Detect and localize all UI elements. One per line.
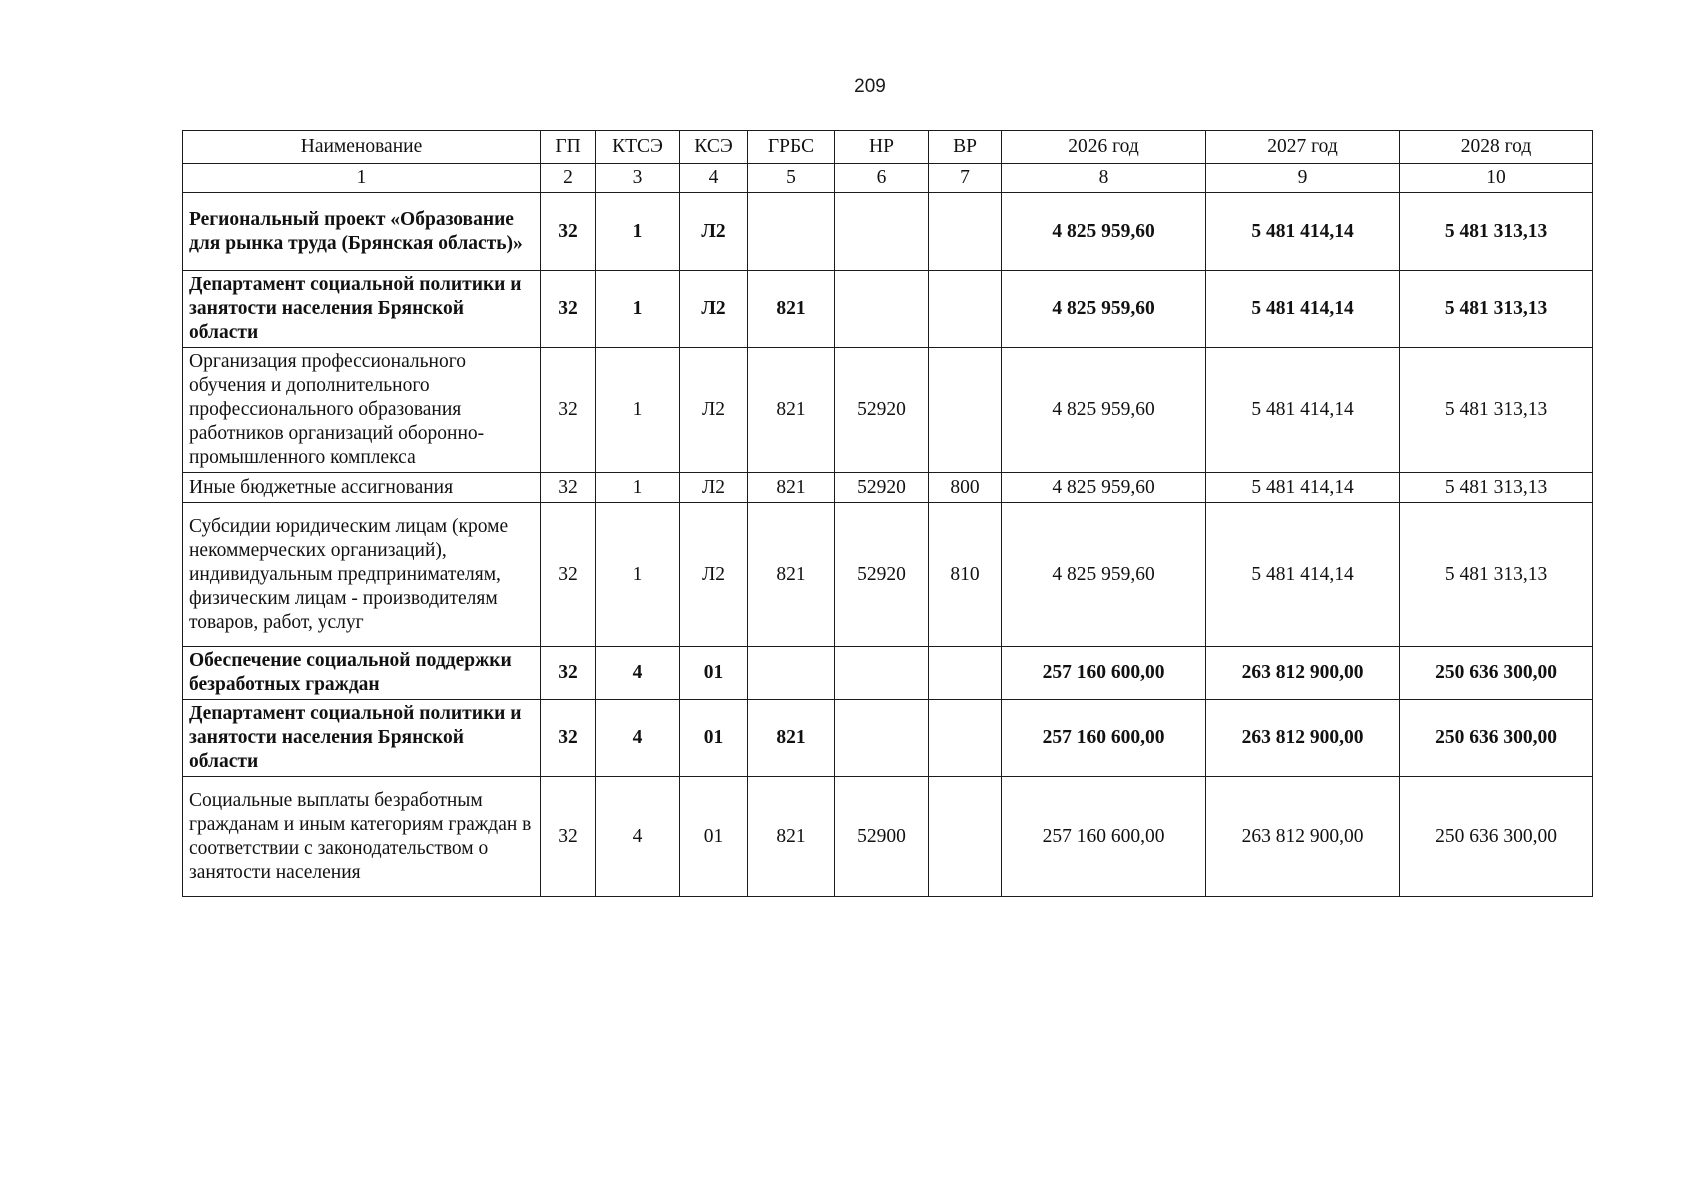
cell-name: Иные бюджетные ассигнования (183, 473, 541, 503)
table-body (183, 193, 1593, 897)
cell-ktse: 4 (596, 700, 680, 777)
cell-gp: 32 (541, 647, 596, 700)
page-number: 209 (854, 76, 886, 97)
header-gp: ГП (541, 131, 596, 164)
cell-grbs: 821 (748, 503, 835, 647)
cell-kse: Л2 (680, 348, 748, 473)
cell-nr (835, 271, 929, 348)
cell-vr (929, 193, 1002, 271)
table-row (183, 647, 1593, 700)
cell-amount-2028: 5 481 313,13 (1400, 473, 1593, 503)
cell-gp: 32 (541, 473, 596, 503)
table-row (183, 271, 1593, 348)
cell-name: Департамент социальной политики и занятости населения Брянской области (183, 700, 541, 777)
cell-vr (929, 271, 1002, 348)
column-number: 6 (835, 164, 929, 193)
cell-kse: Л2 (680, 271, 748, 348)
cell-amount-2026: 4 825 959,60 (1002, 503, 1206, 647)
header-kse: КСЭ (680, 131, 748, 164)
cell-amount-2028: 250 636 300,00 (1400, 700, 1593, 777)
cell-vr (929, 348, 1002, 473)
cell-name: Региональный проект «Образование для рынка труда (Брянская область)» (183, 193, 541, 271)
cell-vr: 800 (929, 473, 1002, 503)
cell-amount-2026: 257 160 600,00 (1002, 700, 1206, 777)
cell-nr (835, 700, 929, 777)
cell-gp: 32 (541, 348, 596, 473)
cell-amount-2027: 263 812 900,00 (1206, 700, 1400, 777)
cell-kse: Л2 (680, 193, 748, 271)
cell-amount-2026: 4 825 959,60 (1002, 271, 1206, 348)
cell-amount-2028: 5 481 313,13 (1400, 271, 1593, 348)
cell-kse: 01 (680, 700, 748, 777)
table-row (183, 503, 1593, 647)
cell-grbs: 821 (748, 473, 835, 503)
cell-nr (835, 193, 929, 271)
cell-amount-2026: 4 825 959,60 (1002, 473, 1206, 503)
cell-amount-2028: 5 481 313,13 (1400, 348, 1593, 473)
cell-grbs: 821 (748, 700, 835, 777)
cell-kse: 01 (680, 647, 748, 700)
header-name: Наименование (183, 131, 541, 164)
column-number: 4 (680, 164, 748, 193)
cell-amount-2026: 4 825 959,60 (1002, 193, 1206, 271)
cell-amount-2028: 5 481 313,13 (1400, 503, 1593, 647)
cell-amount-2027: 263 812 900,00 (1206, 647, 1400, 700)
header-ktse: КТСЭ (596, 131, 680, 164)
cell-amount-2027: 5 481 414,14 (1206, 348, 1400, 473)
cell-name: Социальные выплаты безработным гражданам и иным категориям граждан в соответствии с законодательством о занятости населения (183, 777, 541, 897)
cell-name: Организация профессионального обучения и дополнительного профессионального образования работников организаций оборонно-промышленного комплекса (183, 348, 541, 473)
table-row (183, 193, 1593, 271)
cell-gp: 32 (541, 503, 596, 647)
header-2028: 2028 год (1400, 131, 1593, 164)
table-row (183, 348, 1593, 473)
cell-gp: 32 (541, 271, 596, 348)
column-number: 3 (596, 164, 680, 193)
cell-ktse: 4 (596, 647, 680, 700)
cell-name: Департамент социальной политики и занятости населения Брянской области (183, 271, 541, 348)
cell-gp: 32 (541, 777, 596, 897)
column-number: 2 (541, 164, 596, 193)
cell-nr: 52920 (835, 473, 929, 503)
cell-gp: 32 (541, 193, 596, 271)
cell-kse: 01 (680, 777, 748, 897)
cell-grbs: 821 (748, 348, 835, 473)
column-number: 1 (183, 164, 541, 193)
column-number: 10 (1400, 164, 1593, 193)
cell-ktse: 1 (596, 473, 680, 503)
cell-nr: 52900 (835, 777, 929, 897)
cell-nr: 52920 (835, 503, 929, 647)
cell-vr (929, 647, 1002, 700)
cell-grbs (748, 647, 835, 700)
cell-name: Обеспечение социальной поддержки безработных граждан (183, 647, 541, 700)
column-number: 7 (929, 164, 1002, 193)
header-2026: 2026 год (1002, 131, 1206, 164)
cell-vr: 810 (929, 503, 1002, 647)
table-row (183, 777, 1593, 897)
cell-amount-2028: 250 636 300,00 (1400, 777, 1593, 897)
cell-nr: 52920 (835, 348, 929, 473)
cell-name: Субсидии юридическим лицам (кроме некоммерческих организаций), индивидуальным предпринимателям, физическим лицам - производителям товаров, работ, услуг (183, 503, 541, 647)
column-number: 9 (1206, 164, 1400, 193)
cell-amount-2027: 263 812 900,00 (1206, 777, 1400, 897)
cell-amount-2028: 5 481 313,13 (1400, 193, 1593, 271)
cell-vr (929, 777, 1002, 897)
cell-amount-2026: 257 160 600,00 (1002, 777, 1206, 897)
cell-ktse: 1 (596, 271, 680, 348)
cell-grbs (748, 193, 835, 271)
column-number: 5 (748, 164, 835, 193)
cell-grbs: 821 (748, 271, 835, 348)
cell-nr (835, 647, 929, 700)
cell-amount-2026: 4 825 959,60 (1002, 348, 1206, 473)
header-vr: ВР (929, 131, 1002, 164)
cell-kse: Л2 (680, 473, 748, 503)
budget-table (182, 130, 1593, 897)
cell-kse: Л2 (680, 503, 748, 647)
cell-grbs: 821 (748, 777, 835, 897)
cell-vr (929, 700, 1002, 777)
table-row (183, 473, 1593, 503)
table-header-row (183, 131, 1593, 164)
header-nr: НР (835, 131, 929, 164)
cell-amount-2027: 5 481 414,14 (1206, 473, 1400, 503)
cell-amount-2027: 5 481 414,14 (1206, 193, 1400, 271)
cell-amount-2027: 5 481 414,14 (1206, 503, 1400, 647)
cell-ktse: 1 (596, 503, 680, 647)
header-2027: 2027 год (1206, 131, 1400, 164)
cell-amount-2028: 250 636 300,00 (1400, 647, 1593, 700)
column-number: 8 (1002, 164, 1206, 193)
cell-amount-2027: 5 481 414,14 (1206, 271, 1400, 348)
cell-amount-2026: 257 160 600,00 (1002, 647, 1206, 700)
cell-ktse: 4 (596, 777, 680, 897)
column-number-row (183, 164, 1593, 193)
cell-ktse: 1 (596, 348, 680, 473)
cell-gp: 32 (541, 700, 596, 777)
cell-ktse: 1 (596, 193, 680, 271)
header-grbs: ГРБС (748, 131, 835, 164)
table-row (183, 700, 1593, 777)
